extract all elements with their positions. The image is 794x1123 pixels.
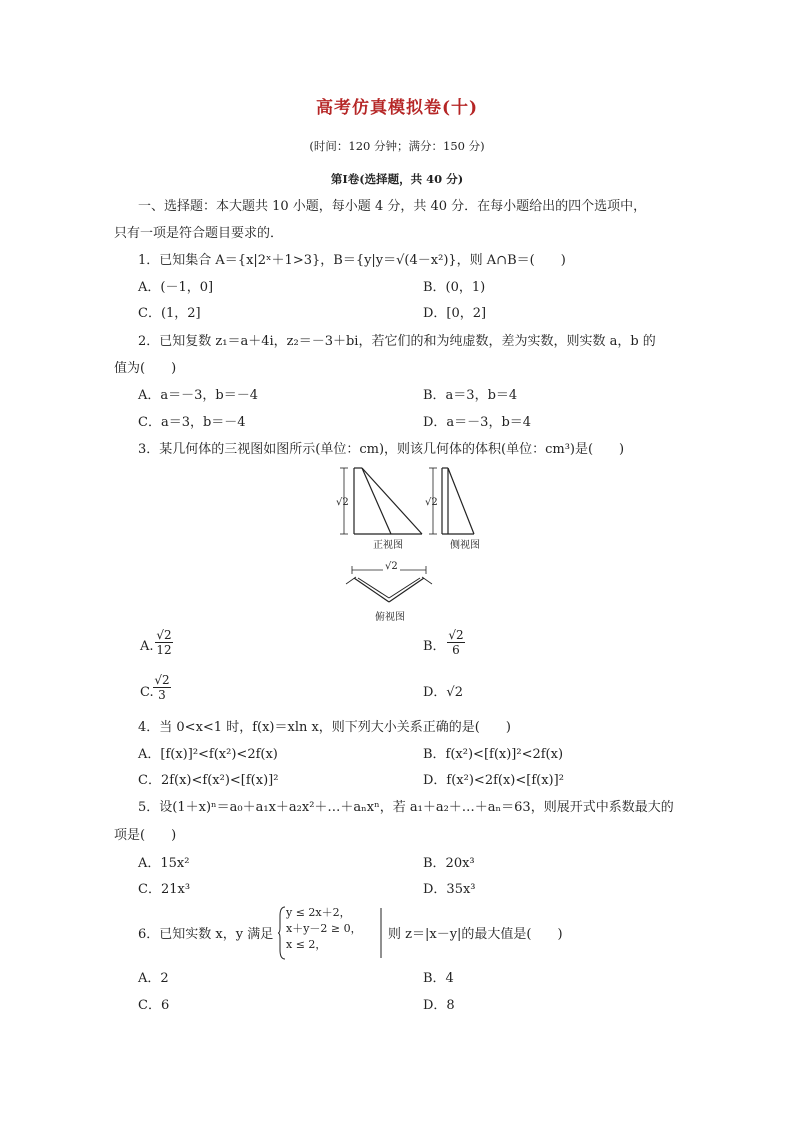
q2-option-d[interactable]: D．a＝－3，b＝4 — [423, 415, 532, 430]
page-title: 高考仿真模拟卷(十) — [315, 98, 479, 118]
q3-option-c-denominator: 3 — [158, 688, 166, 702]
q6-option-a[interactable]: A．2 — [138, 971, 169, 986]
q4-option-a[interactable]: A．[f(x)]²<f(x²)<2f(x) — [138, 747, 278, 762]
q3-option-b-prefix[interactable]: B． — [423, 639, 446, 654]
q3-option-a-denominator: 12 — [156, 643, 172, 657]
q6-constraint-2: x＋y－2 ≥ 0， — [286, 922, 362, 935]
q3-option-a-fraction[interactable] — [155, 628, 173, 657]
intro-line-1: 一、选择题：本大题共 10 小题，每小题 4 分，共 40 分．在每小题给出的四个选项中， — [138, 199, 647, 214]
q2-stem-line-2: 值为( ) — [114, 361, 177, 376]
q6-option-d[interactable]: D．8 — [423, 998, 455, 1013]
q4-stem: 4．当 0<x<1 时，f(x)＝xln x，则下列大小关系正确的是( ) — [138, 720, 511, 735]
q6-stem-prefix: 6．已知实数 x，y 满足 — [138, 927, 274, 942]
q5-option-a[interactable]: A．15x² — [138, 856, 190, 871]
side-view-dimension: √2 — [425, 497, 438, 508]
q1-option-b[interactable]: B．(0，1) — [423, 280, 486, 295]
q5-option-d[interactable]: D．35x³ — [423, 882, 476, 897]
q6-brace-right — [378, 906, 384, 960]
q1-stem: 1．已知集合 A＝{x|2ˣ＋1>3}，B＝{y|y＝√(4－x²)}，则 A∩B＝( ) — [138, 253, 566, 268]
exam-meta: (时间：120 分钟；满分：150 分) — [309, 139, 485, 153]
q6-constraint-3: x ≤ 2， — [286, 938, 327, 951]
front-view-dimension: √2 — [336, 497, 349, 508]
q6-constraint-1: y ≤ 2x＋2， — [286, 906, 351, 919]
q5-stem-line-1: 5．设(1＋x)ⁿ＝a₀＋a₁x＋a₂x²＋…＋aₙxⁿ，若 a₁＋a₂＋…＋aₙ＝63，则展开式中系数最大的 — [138, 800, 674, 815]
q3-option-d[interactable]: D．√2 — [423, 685, 463, 700]
q3-option-b-numerator: √2 — [448, 628, 464, 642]
q3-option-b-denominator: 6 — [452, 643, 460, 657]
q4-option-d[interactable]: D．f(x²)<2f(x)<[f(x)]² — [423, 773, 564, 788]
q2-stem-line-1: 2．已知复数 z₁＝a＋4i，z₂＝－3＋bi，若它们的和为纯虚数，差为实数，则实数 a，b 的 — [138, 334, 656, 349]
q2-option-a[interactable]: A．a＝－3，b＝－4 — [138, 388, 259, 403]
q1-option-d[interactable]: D．[0，2] — [423, 306, 487, 321]
front-view-drawing — [334, 464, 434, 540]
q6-stem-suffix: 则 z＝|x－y|的最大值是( ) — [388, 927, 563, 942]
q3-option-c-numerator: √2 — [154, 673, 170, 687]
section-heading: 第Ⅰ卷(选择题，共 40 分) — [330, 172, 464, 186]
q6-brace-left — [278, 906, 286, 960]
q1-option-a[interactable]: A．(－1，0] — [138, 280, 214, 295]
q5-option-c[interactable]: C．21x³ — [138, 882, 191, 897]
q5-stem-line-2: 项是( ) — [114, 828, 177, 843]
q3-stem: 3．某几何体的三视图如图所示(单位：cm)，则该几何体的体积(单位：cm³)是( ) — [138, 442, 625, 457]
q3-option-c-prefix[interactable]: C. — [140, 685, 154, 700]
front-view-label: 正视图 — [373, 540, 403, 551]
q4-option-b[interactable]: B．f(x²)<[f(x)]²<2f(x) — [423, 747, 564, 762]
q5-option-b[interactable]: B．20x³ — [423, 856, 475, 871]
top-view-dimension: √2 — [385, 561, 398, 572]
q3-option-b-fraction[interactable] — [447, 628, 465, 657]
q1-option-c[interactable]: C．(1，2] — [138, 306, 201, 321]
q3-option-a-numerator: √2 — [156, 628, 172, 642]
q3-option-a-prefix[interactable]: A. — [140, 639, 154, 654]
intro-line-2: 只有一项是符合题目要求的． — [114, 226, 284, 241]
top-view-label: 俯视图 — [375, 612, 405, 623]
q2-option-b[interactable]: B．a＝3，b＝4 — [423, 388, 518, 403]
q6-option-b[interactable]: B．4 — [423, 971, 454, 986]
q3-option-c-fraction[interactable] — [153, 673, 171, 702]
side-view-label: 侧视图 — [450, 540, 480, 551]
q4-option-c[interactable]: C．2f(x)<f(x²)<[f(x)]² — [138, 773, 279, 788]
q6-option-c[interactable]: C．6 — [138, 998, 170, 1013]
q2-option-c[interactable]: C．a＝3，b＝－4 — [138, 415, 246, 430]
